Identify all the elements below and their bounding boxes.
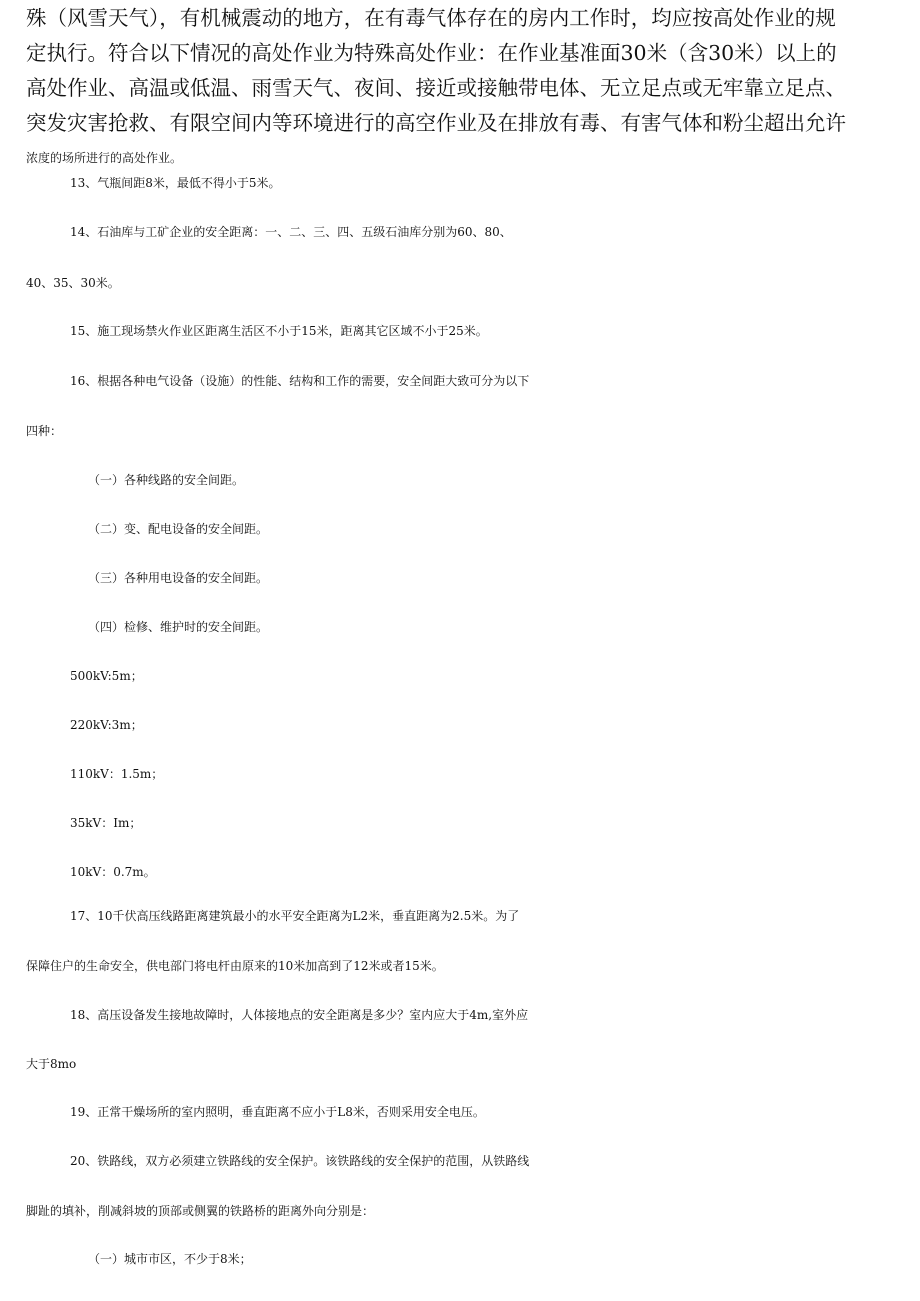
item-16-sub-2: （二）变、配电设备的安全间距。 <box>88 522 269 536</box>
item-14-line-1: 14、石油库与工矿企业的安全距离：一、二、三、四、五级石油库分别为60、80、 <box>70 225 512 239</box>
intro-line-2: 定执行。符合以下情况的高处作业为特殊高处作业：在作业基准面30米（含30米）以上的 <box>26 41 837 65</box>
voltage-110kv: 110kV：1.5m； <box>70 767 164 781</box>
intro-line-5: 浓度的场所进行的高处作业。 <box>26 151 183 165</box>
item-19: 19、正常干燥场所的室内照明，垂直距离不应小于L8米，否则采用安全电压。 <box>70 1105 485 1119</box>
item-14-line-2: 40、35、30米。 <box>26 276 120 290</box>
item-20-line-1: 20、铁路线，双方必须建立铁路线的安全保护。该铁路线的安全保护的范围，从铁路线 <box>70 1154 530 1168</box>
item-18-line-1: 18、高压设备发生接地故障时，人体接地点的安全距离是多少？室内应大于4m,室外应 <box>70 1008 529 1022</box>
voltage-35kv: 35kV：Im； <box>70 816 142 830</box>
item-16-sub-4: （四）检修、维护时的安全间距。 <box>88 620 269 634</box>
intro-line-4: 突发灾害抢救、有限空间内等环境进行的高空作业及在排放有毒、有害气体和粉尘超出允许 <box>26 111 846 135</box>
item-13: 13、气瓶间距8米，最低不得小于5米。 <box>70 176 281 190</box>
item-17-line-1: 17、10千伏高压线路距离建筑最小的水平安全距离为L2米，垂直距离为2.5米。为了 <box>70 909 520 923</box>
item-20-sub-1: （一）城市市区，不少于8米； <box>88 1252 252 1266</box>
item-20-line-2: 脚趾的填补，削减斜坡的顶部或侧翼的铁路桥的距离外向分别是： <box>26 1204 375 1218</box>
item-17-line-2: 保障住户的生命安全，供电部门将电杆由原来的10米加高到了12米或者15米。 <box>26 959 444 973</box>
intro-line-3: 高处作业、高温或低温、雨雪天气、夜间、接近或接触带电体、无立足点或无牢靠立足点、 <box>26 76 846 100</box>
voltage-10kv: 10kV：0.7m。 <box>70 865 156 879</box>
item-16-sub-1: （一）各种线路的安全间距。 <box>88 473 245 487</box>
voltage-500kv: 500kV:5m； <box>70 669 143 683</box>
item-16-line-2: 四种： <box>26 424 63 438</box>
item-16-line-1: 16、根据各种电气设备（设施）的性能、结构和工作的需要，安全间距大致可分为以下 <box>70 374 530 388</box>
item-18-line-2: 大于8mo <box>26 1057 77 1071</box>
voltage-220kv: 220kV:3m； <box>70 718 143 732</box>
intro-line-1: 殊（风雪天气），有机械震动的地方，在有毒气体存在的房内工作时，均应按高处作业的规 <box>26 6 836 30</box>
item-15: 15、施工现场禁火作业区距离生活区不小于15米，距离其它区域不小于25米。 <box>70 324 488 338</box>
item-16-sub-3: （三）各种用电设备的安全间距。 <box>88 571 269 585</box>
